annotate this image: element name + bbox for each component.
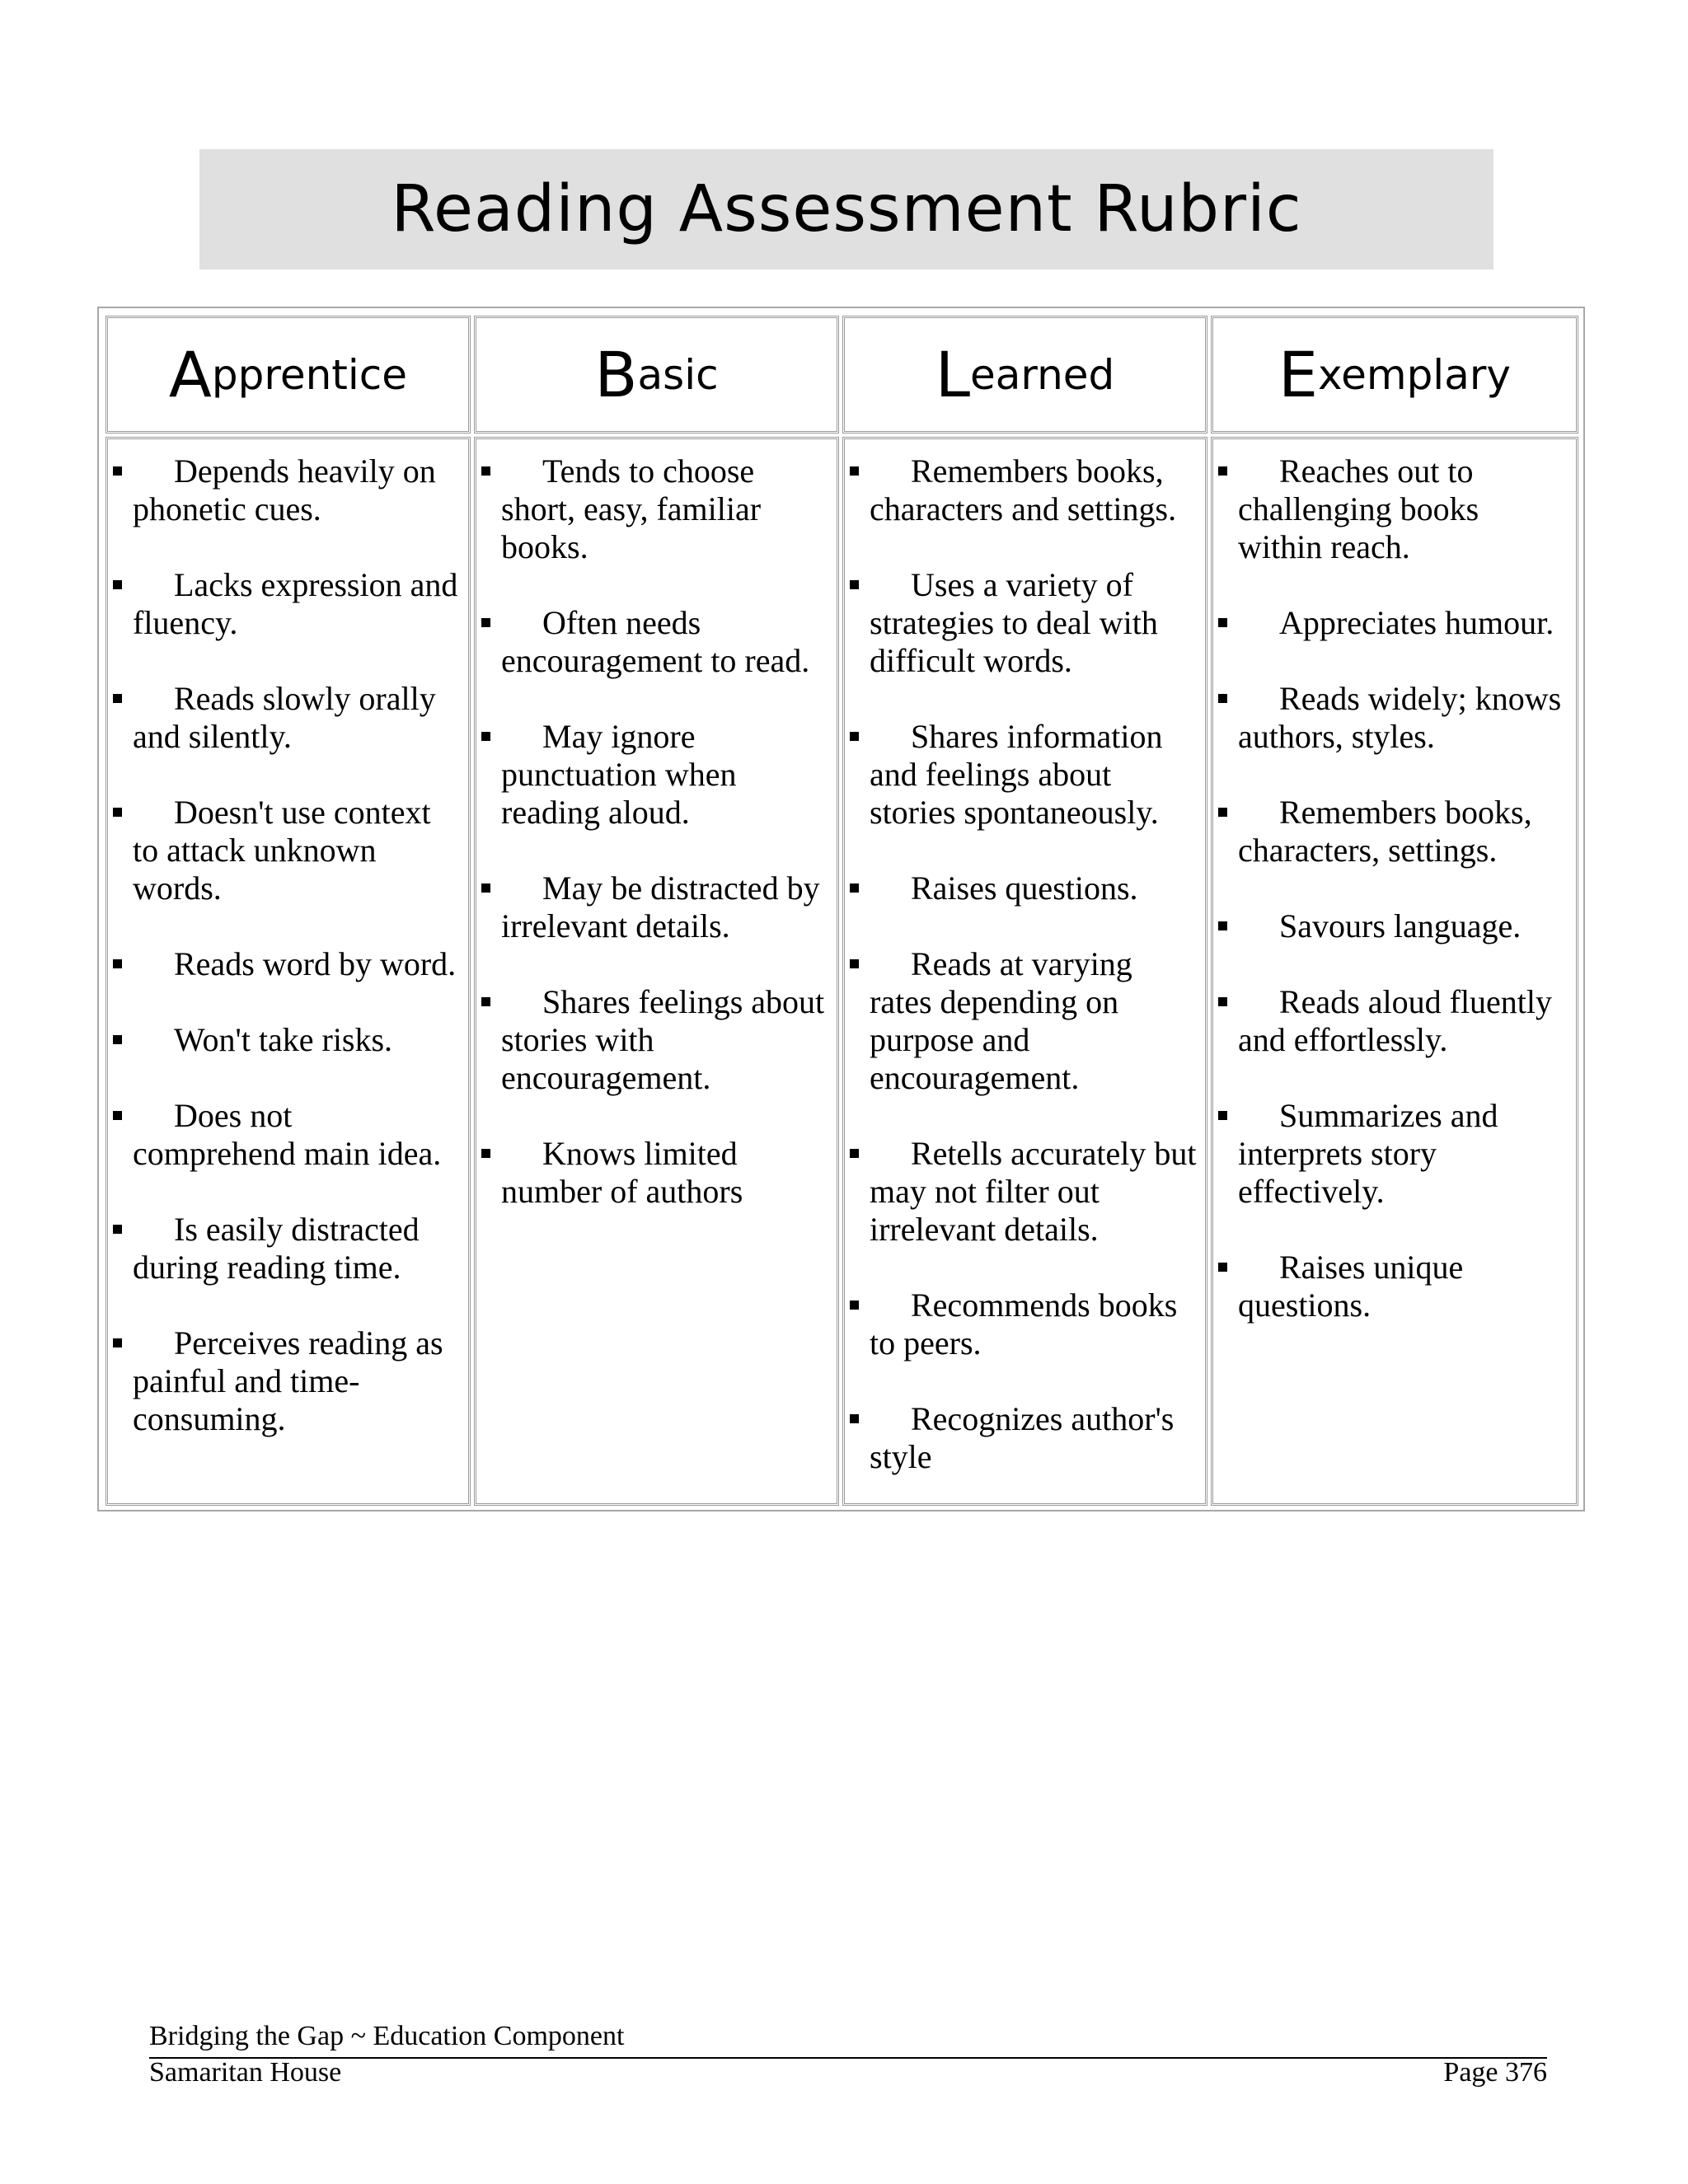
- square-bullet-icon: [113, 1338, 122, 1347]
- criteria-list: [870, 452, 1197, 1476]
- list-item: Summarizes and interprets story effectively.: [1238, 1097, 1568, 1211]
- list-item: Savours language.: [1238, 907, 1568, 945]
- square-bullet-icon: [850, 1301, 859, 1310]
- square-bullet-icon: [1218, 466, 1227, 476]
- square-bullet-icon: [1218, 694, 1227, 703]
- criteria-list: [133, 452, 460, 1438]
- list-item: Raises questions.: [870, 869, 1197, 907]
- list-item: Is easily distracted during reading time.: [133, 1211, 460, 1286]
- square-bullet-icon: [1218, 1111, 1227, 1120]
- column-body-apprentice: [106, 437, 471, 1506]
- column-body-exemplary: [1211, 437, 1578, 1506]
- list-item: Reads at varying rates depending on purpose and encouragement.: [870, 945, 1197, 1097]
- list-item: Reaches out to challenging books within reach.: [1238, 452, 1568, 566]
- column-header-exemplary: [1211, 316, 1578, 434]
- title-banner: [199, 149, 1493, 269]
- header-initial: L: [935, 338, 971, 411]
- square-bullet-icon: [1218, 1263, 1227, 1272]
- list-item: Remembers books, characters, settings.: [1238, 794, 1568, 869]
- square-bullet-icon: [850, 883, 859, 893]
- square-bullet-icon: [113, 1225, 122, 1234]
- column-body-basic: [474, 437, 839, 1506]
- square-bullet-icon: [113, 466, 122, 476]
- list-item: Does not comprehend main idea.: [133, 1097, 460, 1173]
- list-item: Often needs encouragement to read.: [501, 604, 828, 680]
- list-item: Raises unique questions.: [1238, 1249, 1568, 1324]
- criteria-list: [1238, 452, 1568, 1324]
- list-item: Perceives reading as painful and time-consuming.: [133, 1324, 460, 1438]
- list-item: Recommends books to peers.: [870, 1286, 1197, 1362]
- footer-divider: [149, 2057, 1547, 2059]
- list-item: May be distracted by irrelevant details.: [501, 869, 828, 945]
- column-header-apprentice: [106, 316, 471, 434]
- square-bullet-icon: [113, 808, 122, 817]
- list-item: Depends heavily on phonetic cues.: [133, 452, 460, 528]
- header-initial: A: [168, 338, 212, 411]
- list-item: Reads slowly orally and silently.: [133, 680, 460, 756]
- square-bullet-icon: [850, 580, 859, 589]
- square-bullet-icon: [1218, 921, 1227, 930]
- square-bullet-icon: [481, 732, 490, 741]
- header-initial: B: [594, 338, 638, 411]
- square-bullet-icon: [481, 883, 490, 893]
- header-rest: xemplary: [1318, 350, 1511, 399]
- square-bullet-icon: [481, 466, 490, 476]
- list-item: Retells accurately but may not filter out irrelevant details.: [870, 1135, 1197, 1249]
- list-item: Recognizes author's style: [870, 1400, 1197, 1476]
- list-item: Won't take risks.: [133, 1021, 460, 1059]
- list-item: May ignore punctuation when reading aloud.: [501, 718, 828, 832]
- square-bullet-icon: [850, 732, 859, 741]
- list-item: Doesn't use context to attack unknown words.: [133, 794, 460, 907]
- column-header-learned: [842, 316, 1207, 434]
- list-item: Tends to choose short, easy, familiar books.: [501, 452, 828, 566]
- footer-organization: Samaritan House: [149, 2057, 342, 2088]
- square-bullet-icon: [481, 997, 490, 1006]
- header-rest: asic: [637, 350, 719, 399]
- square-bullet-icon: [1218, 808, 1227, 817]
- square-bullet-icon: [113, 959, 122, 968]
- square-bullet-icon: [850, 466, 859, 476]
- square-bullet-icon: [1218, 618, 1227, 627]
- list-item: Reads aloud fluently and effortlessly.: [1238, 983, 1568, 1059]
- square-bullet-icon: [113, 1111, 122, 1120]
- square-bullet-icon: [113, 580, 122, 589]
- square-bullet-icon: [113, 1035, 122, 1044]
- column-header-basic: [474, 316, 839, 434]
- header-initial: E: [1278, 338, 1319, 411]
- list-item: Reads widely; knows authors, styles.: [1238, 680, 1568, 756]
- square-bullet-icon: [850, 959, 859, 968]
- list-item: Uses a variety of strategies to deal with difficult words.: [870, 566, 1197, 680]
- list-item: Shares information and feelings about stories spontaneously.: [870, 718, 1197, 832]
- square-bullet-icon: [1218, 997, 1227, 1006]
- list-item: Appreciates humour.: [1238, 604, 1568, 642]
- square-bullet-icon: [113, 694, 122, 703]
- list-item: Lacks expression and fluency.: [133, 566, 460, 642]
- header-rest: earned: [970, 350, 1115, 399]
- list-item: Shares feelings about stories with encouragement.: [501, 983, 828, 1097]
- column-body-learned: [842, 437, 1207, 1506]
- list-item: Knows limited number of authors: [501, 1135, 828, 1211]
- header-rest: pprentice: [211, 350, 408, 399]
- criteria-list: [501, 452, 828, 1211]
- footer-document-title: Bridging the Gap ~ Education Component: [149, 2021, 625, 2051]
- square-bullet-icon: [481, 618, 490, 627]
- square-bullet-icon: [850, 1149, 859, 1158]
- square-bullet-icon: [481, 1149, 490, 1158]
- rubric-table: [97, 307, 1585, 1511]
- footer-page-number: Page 376: [1443, 2057, 1547, 2088]
- square-bullet-icon: [850, 1414, 859, 1423]
- page-title: Reading Assessment Rubric: [391, 172, 1302, 246]
- list-item: Reads word by word.: [133, 945, 460, 983]
- list-item: Remembers books, characters and settings.: [870, 452, 1197, 528]
